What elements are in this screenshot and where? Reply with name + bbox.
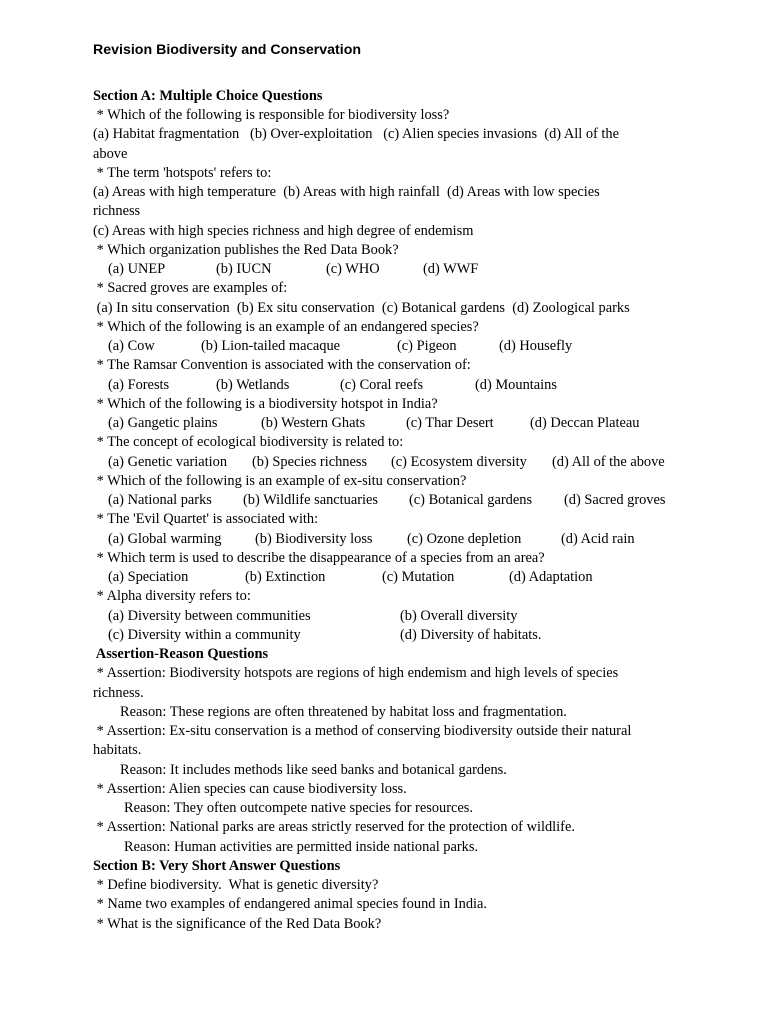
section-b-heading: Section B: Very Short Answer Questions [93, 858, 341, 874]
short-question-2: * Name two examples of endangered animal species found in India. [93, 896, 488, 912]
question-8: * The concept of ecological biodiversity is related to: [93, 434, 404, 450]
question-9-option-b: (b) Wildlife sanctuaries [243, 492, 379, 508]
question-11-option-a: (a) Speciation [108, 569, 189, 585]
question-3-option-a: (a) UNEP [108, 261, 166, 277]
assertion-1-cont: richness. [93, 685, 144, 701]
question-10-option-a: (a) Global warming [108, 531, 222, 547]
question-6-option-a: (a) Forests [108, 377, 170, 393]
question-8-option-b: (b) Species richness [252, 454, 368, 470]
question-7-option-b: (b) Western Ghats [261, 415, 366, 431]
question-12: * Alpha diversity refers to: [93, 588, 251, 604]
question-10-option-c: (c) Ozone depletion [407, 531, 522, 547]
question-2: * The term 'hotspots' refers to: [93, 165, 272, 181]
question-2-option-c: (c) Areas with high species richness and high degree of endemism [93, 223, 474, 239]
question-12-option-b: (b) Overall diversity [400, 608, 518, 624]
assertion-reason-heading: Assertion-Reason Questions [93, 646, 269, 662]
question-8-option-a: (a) Genetic variation [108, 454, 228, 470]
assertion-2-cont: habitats. [93, 742, 142, 758]
question-5-option-d: (d) Housefly [499, 338, 573, 354]
question-11: * Which term is used to describe the disappearance of a species from an area? [93, 550, 545, 566]
question-6-option-c: (c) Coral reefs [340, 377, 424, 393]
question-1-options: (a) Habitat fragmentation (b) Over-exploitation (c) Alien species invasions (d) All of the [93, 126, 620, 142]
question-5-option-b: (b) Lion-tailed macaque [201, 338, 341, 354]
question-8-option-c: (c) Ecosystem diversity [391, 454, 527, 470]
question-9-option-c: (c) Botanical gardens [409, 492, 533, 508]
question-9-option-a: (a) National parks [108, 492, 212, 508]
question-11-option-d: (d) Adaptation [509, 569, 593, 585]
question-3-option-d: (d) WWF [423, 261, 479, 277]
question-3-option-c: (c) WHO [326, 261, 380, 277]
question-10-option-d: (d) Acid rain [561, 531, 635, 547]
question-5-option-c: (c) Pigeon [397, 338, 457, 354]
reason-3: Reason: They often outcompete native species for resources. [124, 800, 473, 816]
reason-1: Reason: These regions are often threatened by habitat loss and fragmentation. [120, 704, 567, 720]
question-9: * Which of the following is an example of ex-situ conservation? [93, 473, 467, 489]
document-title: Revision Biodiversity and Conservation [93, 42, 362, 58]
question-5: * Which of the following is an example of an endangered species? [93, 319, 479, 335]
reason-2: Reason: It includes methods like seed banks and botanical gardens. [120, 762, 507, 778]
question-4: * Sacred groves are examples of: [93, 280, 288, 296]
question-10: * The 'Evil Quartet' is associated with: [93, 511, 319, 527]
question-3-option-b: (b) IUCN [216, 261, 272, 277]
question-11-option-b: (b) Extinction [245, 569, 326, 585]
assertion-1: * Assertion: Biodiversity hotspots are regions of high endemism and high levels of species [93, 665, 619, 681]
question-12-option-d: (d) Diversity of habitats. [400, 627, 542, 643]
question-12-option-c: (c) Diversity within a community [108, 627, 301, 643]
question-10-option-b: (b) Biodiversity loss [255, 531, 373, 547]
question-7-option-c: (c) Thar Desert [406, 415, 494, 431]
question-2-options: (a) Areas with high temperature (b) Areas with high rainfall (d) Areas with low species [93, 184, 600, 200]
question-4-options: (a) In situ conservation (b) Ex situ conservation (c) Botanical gardens (d) Zoological parks [93, 300, 630, 316]
section-a-heading: Section A: Multiple Choice Questions [93, 88, 323, 104]
question-9-option-d: (d) Sacred groves [564, 492, 666, 508]
question-2-options-cont: richness [93, 203, 141, 219]
assertion-3: * Assertion: Alien species can cause biodiversity loss. [93, 781, 407, 797]
question-1-options-cont: above [93, 146, 128, 162]
question-5-option-a: (a) Cow [108, 338, 155, 354]
assertion-4: * Assertion: National parks are areas strictly reserved for the protection of wildlife. [93, 819, 575, 835]
question-7-option-d: (d) Deccan Plateau [530, 415, 640, 431]
question-3: * Which organization publishes the Red Data Book? [93, 242, 399, 258]
question-6: * The Ramsar Convention is associated with the conservation of: [93, 357, 471, 373]
question-7: * Which of the following is a biodiversity hotspot in India? [93, 396, 438, 412]
question-6-option-b: (b) Wetlands [216, 377, 290, 393]
short-question-1: * Define biodiversity. What is genetic diversity? [93, 877, 379, 893]
question-6-option-d: (d) Mountains [475, 377, 557, 393]
question-11-option-c: (c) Mutation [382, 569, 455, 585]
question-12-option-a: (a) Diversity between communities [108, 608, 311, 624]
question-7-option-a: (a) Gangetic plains [108, 415, 218, 431]
reason-4: Reason: Human activities are permitted inside national parks. [124, 839, 479, 855]
question-8-option-d: (d) All of the above [552, 454, 665, 470]
assertion-2: * Assertion: Ex-situ conservation is a method of conserving biodiversity outside their natural [93, 723, 632, 739]
short-question-3: * What is the significance of the Red Data Book? [93, 916, 382, 932]
question-1: * Which of the following is responsible for biodiversity loss? [93, 107, 450, 123]
